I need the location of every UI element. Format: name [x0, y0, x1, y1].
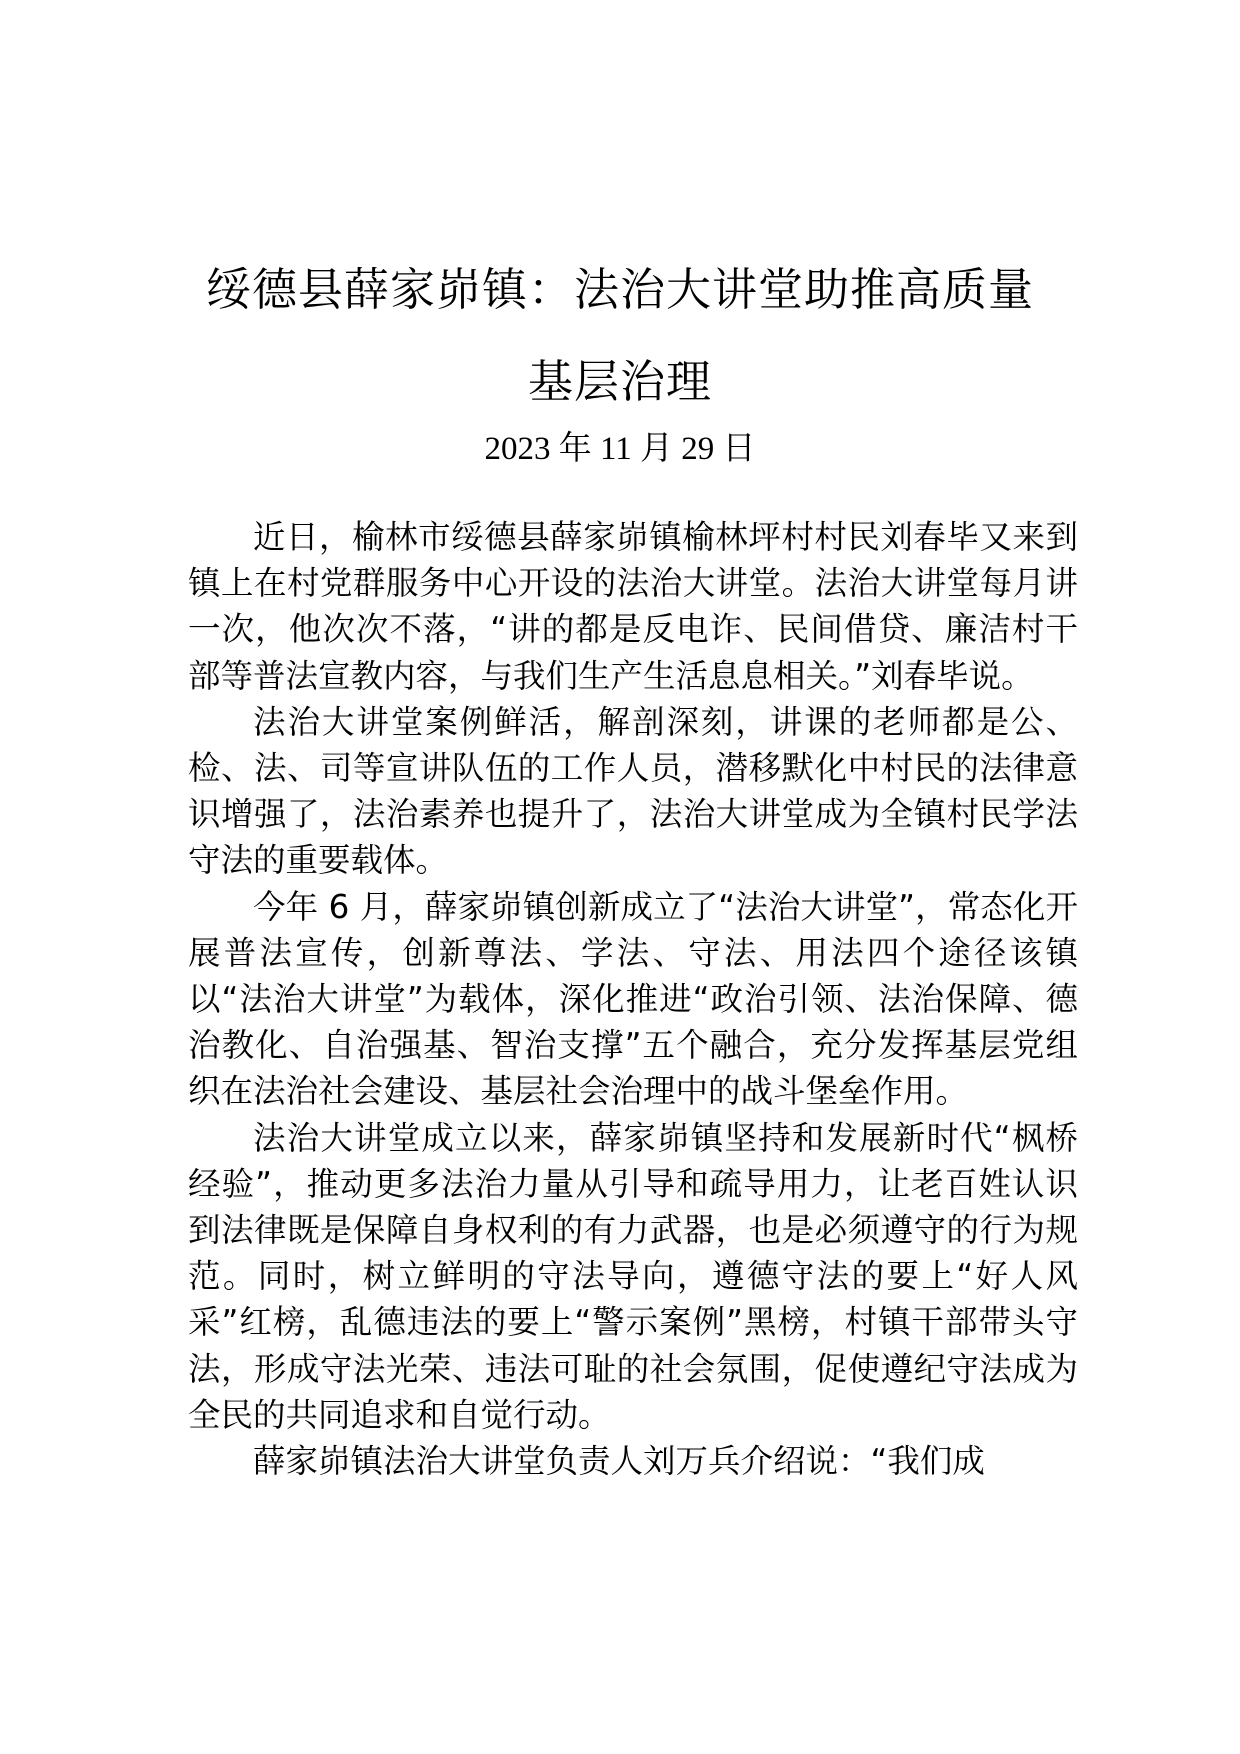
article-title-line-1: 绥德县薛家峁镇：法治大讲堂助推高质量: [205, 263, 1034, 316]
paragraph-5: 薛家峁镇法治大讲堂负责人刘万兵介绍说：“我们成: [253, 1442, 985, 1481]
article-body: [188, 514, 1078, 1484]
paragraph-4: 法治大讲堂成立以来，薛家峁镇坚持和发展新时代“枫桥经验”，推动更多法治力量从引导和疏导用力，让老百姓认识到法律既是保障自身权利的有力武器，也是必须遵守的行为规范。同时，树立鲜明的守法导向，遵德守法的要上“好人风采”红榜，乱德违法的要上“警示案例”黑榜，村镇干部带头守法，形成守法光荣、违法可耻的社会氛围，促使遵纪守法成为全民的共同追求和自觉行动。: [188, 1118, 1078, 1434]
paragraph-3: 今年 6 月，薛家峁镇创新成立了“法治大讲堂”，常态化开展普法宣传，创新尊法、学法、守法、用法四个途径该镇以“法治大讲堂”为载体，深化推进“政治引领、法治保障、德治教化、自治强基、智治支撑”五个融合，充分发挥基层党组织在法治社会建设、基层社会治理中的战斗堡垒作用。: [188, 887, 1078, 1111]
paragraph-1: 近日，榆林市绥德县薛家峁镇榆林坪村村民刘春毕又来到镇上在村党群服务中心开设的法治大讲堂。法治大讲堂每月讲一次，他次次不落，“讲的都是反电诈、民间借贷、廉洁村干部等普法宣教内容，与我们生产生活息息相关。”刘春毕说。: [188, 518, 1078, 695]
paragraph-2: 法治大讲堂案例鲜活，解剖深刻，讲课的老师都是公、检、法、司等宣讲队伍的工作人员，潜移默化中村民的法律意识增强了，法治素养也提升了，法治大讲堂成为全镇村民学法守法的重要载体。: [188, 702, 1078, 880]
article-title-line-2: 基层治理: [527, 355, 712, 408]
publish-date: 2023 年 11 月 29 日: [484, 431, 756, 467]
